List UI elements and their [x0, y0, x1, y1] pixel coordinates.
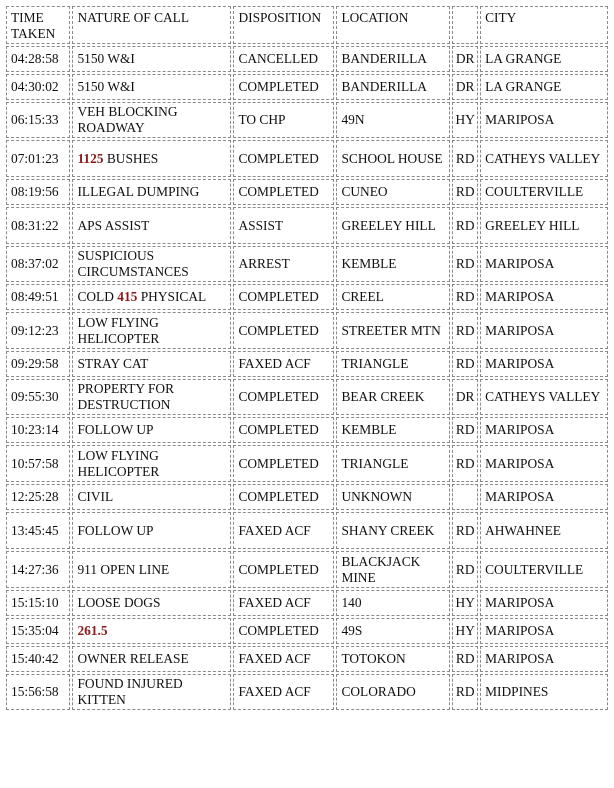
cell-disposition: COMPLETED [233, 484, 334, 510]
nature-text: FOLLOW UP [77, 522, 154, 538]
cell-location: TRIANGLE [336, 351, 450, 377]
cell-disposition: ARREST [233, 246, 334, 282]
cell-location: CREEL [336, 284, 450, 310]
cell-time-taken: 08:37:02 [6, 246, 70, 282]
nature-text: STRAY CAT [77, 356, 149, 371]
penal-code: 415 [117, 289, 138, 304]
nature-text: SUSPICIOUS CIRCUMSTANCES [77, 248, 189, 279]
cell-city: MIDPINES [480, 674, 608, 710]
table-row [6, 207, 608, 244]
cell-nature-of-call [72, 207, 231, 244]
table-row [6, 379, 608, 415]
cell-city: MARIPOSA [480, 618, 608, 644]
cell-location: SCHOOL HOUSE [336, 140, 450, 177]
cell-disposition: FAXED ACF [233, 674, 334, 710]
nature-text: BUSHES [103, 150, 159, 166]
cell-street-suffix: RD [452, 512, 478, 549]
cell-street-suffix: RD [452, 417, 478, 443]
cell-nature-of-call [72, 445, 231, 482]
cell-nature-of-call [72, 484, 231, 510]
cell-city: COULTERVILLE [480, 179, 608, 205]
cell-city: COULTERVILLE [480, 551, 608, 588]
cell-city: MARIPOSA [480, 646, 608, 672]
cell-nature-of-call [72, 379, 231, 415]
cell-nature-of-call [72, 512, 231, 549]
cell-city: LA GRANGE [480, 74, 608, 100]
cell-location: COLORADO [336, 674, 450, 710]
table-row [6, 417, 608, 443]
header-location: LOCATION [336, 6, 450, 44]
cell-time-taken: 13:45:45 [6, 512, 70, 549]
cell-time-taken: 09:55:30 [6, 379, 70, 415]
cell-nature-of-call [72, 351, 231, 377]
table-row [6, 284, 608, 310]
nature-text: APS ASSIST [77, 217, 150, 233]
call-log-table [4, 4, 610, 712]
cell-street-suffix: DR [452, 379, 478, 415]
cell-street-suffix: HY [452, 590, 478, 616]
table-row [6, 674, 608, 710]
cell-disposition: COMPLETED [233, 445, 334, 482]
cell-nature-of-call [72, 179, 231, 205]
cell-street-suffix: RD [452, 312, 478, 349]
cell-nature-of-call [72, 140, 231, 177]
table-row [6, 512, 608, 549]
cell-disposition: ASSIST [233, 207, 334, 244]
nature-text: FOLLOW UP [77, 422, 154, 437]
cell-time-taken: 12:25:28 [6, 484, 70, 510]
cell-city: MARIPOSA [480, 312, 608, 349]
nature-text: LOW FLYING HELICOPTER [77, 447, 160, 479]
cell-city: MARIPOSA [480, 590, 608, 616]
cell-nature-of-call [72, 551, 231, 588]
cell-street-suffix: RD [452, 179, 478, 205]
cell-city: MARIPOSA [480, 102, 608, 138]
cell-time-taken: 14:27:36 [6, 551, 70, 588]
cell-disposition: COMPLETED [233, 284, 334, 310]
header-row [6, 6, 608, 44]
nature-text: LOOSE DOGS [77, 595, 161, 610]
cell-time-taken: 15:56:58 [6, 674, 70, 710]
cell-city: MARIPOSA [480, 417, 608, 443]
cell-time-taken: 10:57:58 [6, 445, 70, 482]
nature-text-prefix: COLD [77, 289, 118, 304]
cell-time-taken: 15:35:04 [6, 618, 70, 644]
nature-text: 5150 W&I [77, 51, 135, 66]
penal-code: 261.5 [77, 623, 108, 638]
cell-disposition: COMPLETED [233, 140, 334, 177]
cell-location: TOTOKON [336, 646, 450, 672]
cell-time-taken: 09:29:58 [6, 351, 70, 377]
table-row [6, 312, 608, 349]
header-nature-of-call: NATURE OF CALL [72, 6, 231, 44]
cell-nature-of-call [72, 674, 231, 710]
nature-text: PHYSICAL [137, 289, 207, 304]
cell-city: MARIPOSA [480, 351, 608, 377]
cell-street-suffix: RD [452, 246, 478, 282]
cell-nature-of-call [72, 246, 231, 282]
cell-disposition: COMPLETED [233, 379, 334, 415]
cell-city: GREELEY HILL [480, 207, 608, 244]
header-time-taken: TIME TAKEN [6, 6, 70, 44]
cell-street-suffix: RD [452, 674, 478, 710]
cell-street-suffix [452, 484, 478, 510]
cell-nature-of-call [72, 74, 231, 100]
header-city: CITY [480, 6, 608, 44]
cell-nature-of-call [72, 102, 231, 138]
table-row [6, 140, 608, 177]
cell-city: LA GRANGE [480, 46, 608, 72]
header-street-suffix [452, 6, 478, 44]
cell-city: MARIPOSA [480, 445, 608, 482]
cell-disposition: TO CHP [233, 102, 334, 138]
cell-location: GREELEY HILL [336, 207, 450, 244]
cell-location: UNKNOWN [336, 484, 450, 510]
cell-disposition: COMPLETED [233, 551, 334, 588]
cell-disposition: COMPLETED [233, 74, 334, 100]
cell-time-taken: 15:40:42 [6, 646, 70, 672]
nature-text: PROPERTY FOR DESTRUCTION [77, 381, 175, 412]
cell-location: BLACKJACK MINE [336, 551, 450, 588]
table-row [6, 618, 608, 644]
cell-city: CATHEYS VALLEY [480, 140, 608, 177]
cell-city: MARIPOSA [480, 246, 608, 282]
cell-nature-of-call [72, 646, 231, 672]
cell-disposition: COMPLETED [233, 179, 334, 205]
cell-disposition: FAXED ACF [233, 351, 334, 377]
table-row [6, 646, 608, 672]
cell-time-taken: 06:15:33 [6, 102, 70, 138]
cell-street-suffix: DR [452, 74, 478, 100]
cell-street-suffix: RD [452, 284, 478, 310]
cell-nature-of-call [72, 46, 231, 72]
cell-city: MARIPOSA [480, 484, 608, 510]
table-row [6, 102, 608, 138]
cell-time-taken: 15:15:10 [6, 590, 70, 616]
cell-city: CATHEYS VALLEY [480, 379, 608, 415]
cell-disposition: COMPLETED [233, 312, 334, 349]
cell-nature-of-call [72, 618, 231, 644]
nature-text: LOW FLYING HELICOPTER [77, 314, 160, 346]
cell-disposition: COMPLETED [233, 417, 334, 443]
call-log-body [6, 46, 608, 710]
table-row [6, 445, 608, 482]
cell-location: STREETER MTN [336, 312, 450, 349]
nature-text: OWNER RELEASE [77, 651, 189, 666]
table-row [6, 74, 608, 100]
cell-time-taken: 07:01:23 [6, 140, 70, 177]
cell-street-suffix: RD [452, 646, 478, 672]
cell-time-taken: 08:19:56 [6, 179, 70, 205]
table-row [6, 551, 608, 588]
cell-nature-of-call [72, 417, 231, 443]
cell-disposition: COMPLETED [233, 618, 334, 644]
cell-time-taken: 10:23:14 [6, 417, 70, 443]
nature-text: FOUND INJURED KITTEN [77, 676, 183, 707]
cell-location: 49S [336, 618, 450, 644]
table-row [6, 484, 608, 510]
nature-text: 911 OPEN LINE [77, 561, 170, 577]
table-row [6, 351, 608, 377]
cell-location: KEMBLE [336, 246, 450, 282]
cell-time-taken: 04:30:02 [6, 74, 70, 100]
cell-disposition: FAXED ACF [233, 646, 334, 672]
nature-text: VEH BLOCKING ROADWAY [77, 104, 178, 135]
cell-disposition: FAXED ACF [233, 590, 334, 616]
cell-location: 140 [336, 590, 450, 616]
cell-location: KEMBLE [336, 417, 450, 443]
table-row [6, 179, 608, 205]
cell-street-suffix: HY [452, 618, 478, 644]
cell-location: CUNEO [336, 179, 450, 205]
table-row [6, 246, 608, 282]
nature-text: 5150 W&I [77, 79, 135, 94]
cell-time-taken: 08:49:51 [6, 284, 70, 310]
cell-location: 49N [336, 102, 450, 138]
header-disposition: DISPOSITION [233, 6, 334, 44]
cell-nature-of-call [72, 284, 231, 310]
cell-street-suffix: RD [452, 445, 478, 482]
cell-street-suffix: RD [452, 207, 478, 244]
cell-location: SHANY CREEK [336, 512, 450, 549]
cell-city: AHWAHNEE [480, 512, 608, 549]
cell-location: TRIANGLE [336, 445, 450, 482]
nature-text: CIVIL [77, 489, 114, 504]
cell-city: MARIPOSA [480, 284, 608, 310]
nature-text: ILLEGAL DUMPING [77, 184, 200, 199]
cell-location: BEAR CREEK [336, 379, 450, 415]
table-row [6, 46, 608, 72]
cell-nature-of-call [72, 590, 231, 616]
cell-street-suffix: RD [452, 140, 478, 177]
cell-street-suffix: DR [452, 46, 478, 72]
cell-time-taken: 09:12:23 [6, 312, 70, 349]
penal-code: 1125 [77, 150, 104, 166]
cell-location: BANDERILLA [336, 46, 450, 72]
cell-street-suffix: RD [452, 351, 478, 377]
cell-street-suffix: RD [452, 551, 478, 588]
cell-location: BANDERILLA [336, 74, 450, 100]
cell-disposition: FAXED ACF [233, 512, 334, 549]
cell-time-taken: 04:28:58 [6, 46, 70, 72]
cell-street-suffix: HY [452, 102, 478, 138]
call-log-sheet [4, 4, 610, 712]
table-row [6, 590, 608, 616]
cell-nature-of-call [72, 312, 231, 349]
cell-disposition: CANCELLED [233, 46, 334, 72]
cell-time-taken: 08:31:22 [6, 207, 70, 244]
